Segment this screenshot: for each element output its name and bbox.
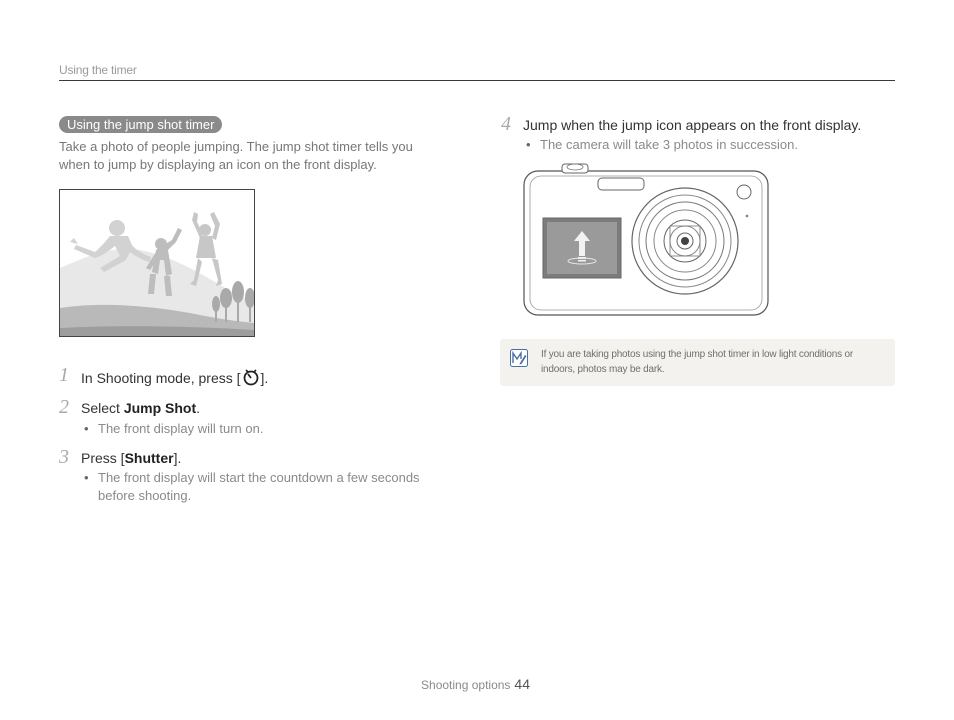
running-head: Using the timer [59,63,137,77]
step-text [81,400,200,416]
button-name: Shutter [124,450,174,466]
step-text: Jump when the jump icon appears on the front display. [523,117,862,133]
self-timer-icon [242,368,260,386]
step-text-part: In Shooting mode, press [ [81,370,241,386]
note-text: If you are taking photos using the jump shot timer in low light conditions or indoors, photos may be dark. [541,349,853,375]
step-text-part: Select [81,400,124,416]
step-bullet: • The front display will turn on. [98,420,438,438]
note-pencil-icon [510,349,528,367]
step-number: 2 [59,396,69,418]
section-heading: Using the jump shot timer [59,116,222,133]
header-rule [59,80,895,81]
camera-front-illustration [522,161,770,317]
step-text-part: ]. [260,370,269,386]
step-number: 3 [59,446,69,468]
step-number: 4 [501,113,511,135]
step-text-part: ]. [173,450,182,466]
menu-option-name: Jump Shot [123,400,197,416]
jumping-people-image [60,190,254,336]
section-intro: Take a photo of people jumping. The jump shot timer tells you when to jump by displaying an icon on the front display. [59,139,413,172]
step-text [81,450,181,466]
page-number: 44 [514,676,530,692]
jumping-people-illustration [59,189,255,337]
step-text [81,368,268,386]
footer-section: Shooting options [421,678,511,692]
note-box [500,339,895,386]
page-footer [421,676,530,692]
step-number: 1 [59,364,69,386]
step-bullet: • The camera will take 3 photos in succession. [540,136,880,154]
step-bullet: • The front display will start the countdown a few seconds before shooting. [98,469,438,505]
camera-front-image [522,161,770,317]
step-text-part: Press [ [81,450,125,466]
step-text-part: . [196,400,201,416]
